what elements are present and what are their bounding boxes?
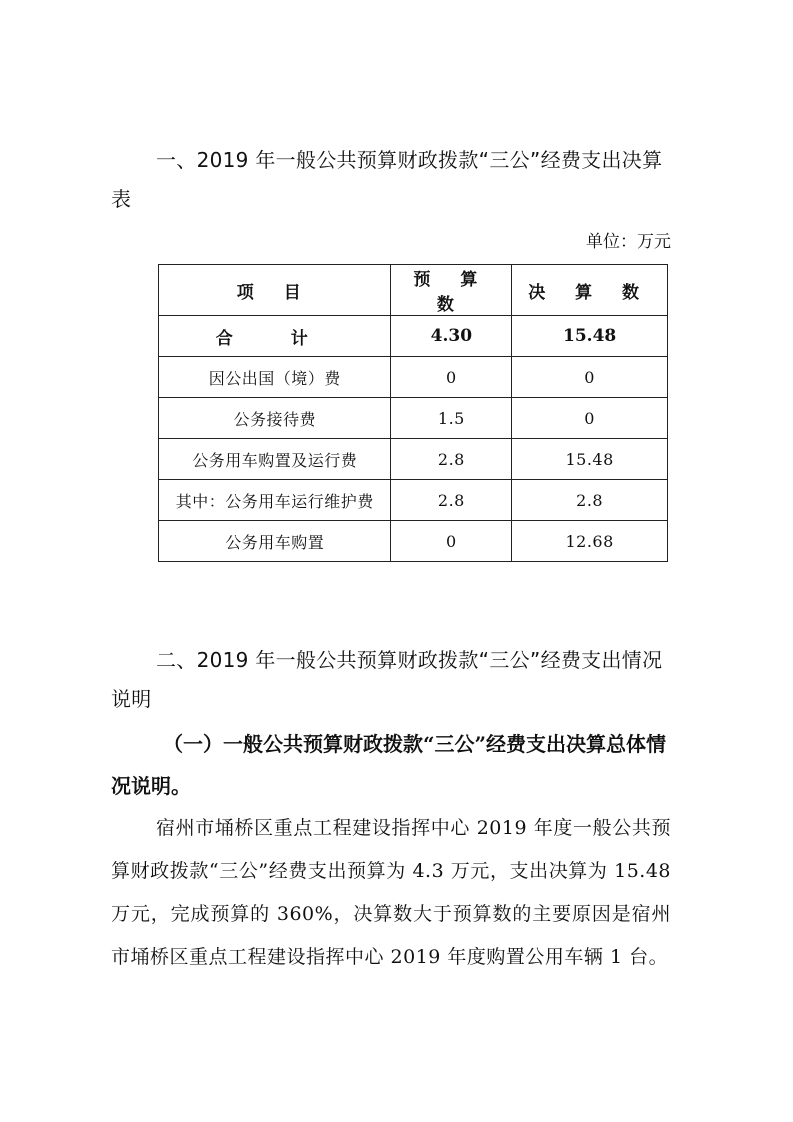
- header-item: 项 目: [159, 265, 391, 316]
- section2-heading: 二、2019 年一般公共预算财政拨款“三公”经费支出情况说明: [111, 648, 663, 711]
- section1-heading: 一、2019 年一般公共预算财政拨款“三公”经费支出决算表: [111, 148, 663, 211]
- unit-label: 单位：万元: [586, 232, 671, 252]
- table-row: [159, 398, 668, 439]
- row-label: 公务接待费: [159, 398, 391, 439]
- row-budget: 1.5: [391, 398, 512, 439]
- section2-paragraph: 宿州市埇桥区重点工程建设指挥中心 2019 年度一般公共预算财政拨款“三公”经费支出预算为 4.3 万元，支出决算为 15.48 万元，完成预算的 360%，决算数大于预算数的主要原因是宿州市埇桥区重点工程建设指挥中心 2019 年度购置公用车辆 1 台。: [111, 817, 671, 968]
- row-actual: 12.68: [512, 521, 668, 562]
- table-total-row: [159, 316, 668, 357]
- row-budget: 0: [391, 357, 512, 398]
- table-row: [159, 521, 668, 562]
- row-actual: 0: [512, 398, 668, 439]
- expenditure-table: [158, 264, 668, 562]
- total-budget: 4.30: [391, 316, 512, 357]
- row-actual: 2.8: [512, 480, 668, 521]
- row-label: 其中：公务用车运行维护费: [159, 480, 391, 521]
- row-label: 因公出国（境）费: [159, 357, 391, 398]
- row-label: 公务用车购置: [159, 521, 391, 562]
- row-actual: 15.48: [512, 439, 668, 480]
- header-budget: 预 算 数: [391, 265, 512, 316]
- section2-subheading: （一）一般公共预算财政拨款“三公”经费支出决算总体情况说明。: [111, 732, 667, 798]
- table-row: [159, 357, 668, 398]
- total-actual: 15.48: [512, 316, 668, 357]
- table-header-row: [159, 265, 668, 316]
- row-label: 公务用车购置及运行费: [159, 439, 391, 480]
- header-actual: 决 算 数: [512, 265, 668, 316]
- table-row: [159, 480, 668, 521]
- table-row: [159, 439, 668, 480]
- row-budget: 0: [391, 521, 512, 562]
- row-budget: 2.8: [391, 480, 512, 521]
- total-label: 合 计: [159, 316, 391, 357]
- row-actual: 0: [512, 357, 668, 398]
- row-budget: 2.8: [391, 439, 512, 480]
